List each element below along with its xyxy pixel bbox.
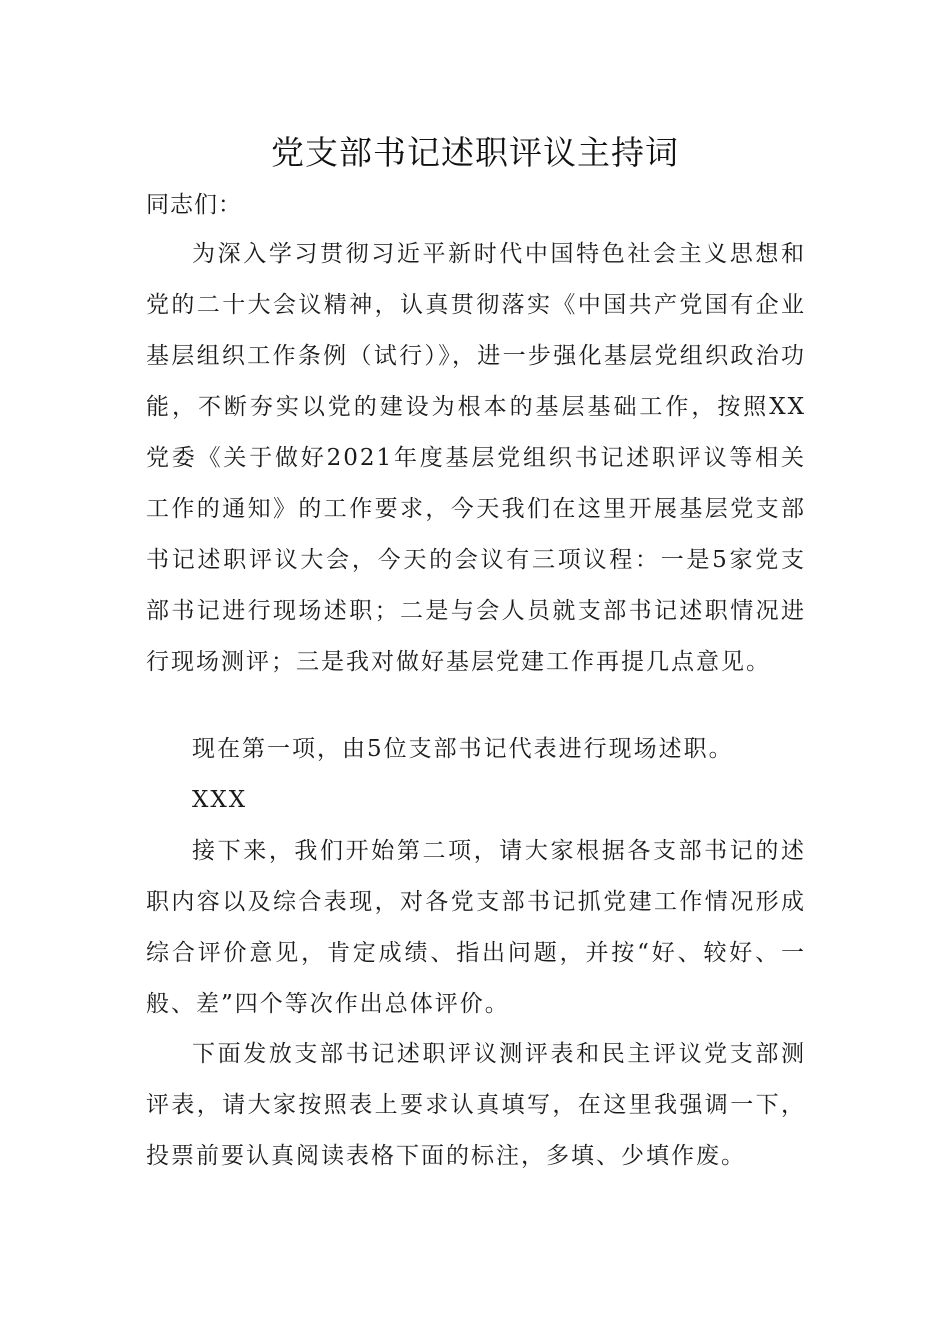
greeting: 同志们： [146,192,242,218]
paragraph-item-two: 接下来，我们开始第二项，请大家根据各支部书记的述职内容以及综合表现，对各党支部书记抓党建工作情况形成综合评价意见，肯定成绩、指出问题，并按“好、较好、一般、差”四个等次作出总体评价。 [146,838,806,1017]
document-title: 党支部书记述职评议主持词 [271,133,679,172]
paragraph-placeholder-name: XXX [192,787,248,813]
paragraph-agenda: 为深入学习贯彻习近平新时代中国特色社会主义思想和党的二十大会议精神，认真贯彻落实《中国共产党国有企业基层组织工作条例（试行）》，进一步强化基层党组织政治功能，不断夯实以党的建设为根本的基层基础工作，按照XX党委《关于做好2021年度基层党组织书记述职评议等相关工作的通知》的工作要求，今天我们在这里开展基层党支部书记述职评议大会，今天的会议有三项议程：一是5家党支部书记进行现场述职；二是与会人员就支部书记述职情况进行现场测评；三是我对做好基层党建工作再提几点意见。 [146,241,806,675]
paragraph-item-one: 现在第一项，由5位支部书记代表进行现场述职。 [192,736,734,762]
paragraph-ballot-instructions: 下面发放支部书记述职评议测评表和民主评议党支部测评表，请大家按照表上要求认真填写，在这里我强调一下，投票前要认真阅读表格下面的标注，多填、少填作废。 [146,1041,806,1169]
